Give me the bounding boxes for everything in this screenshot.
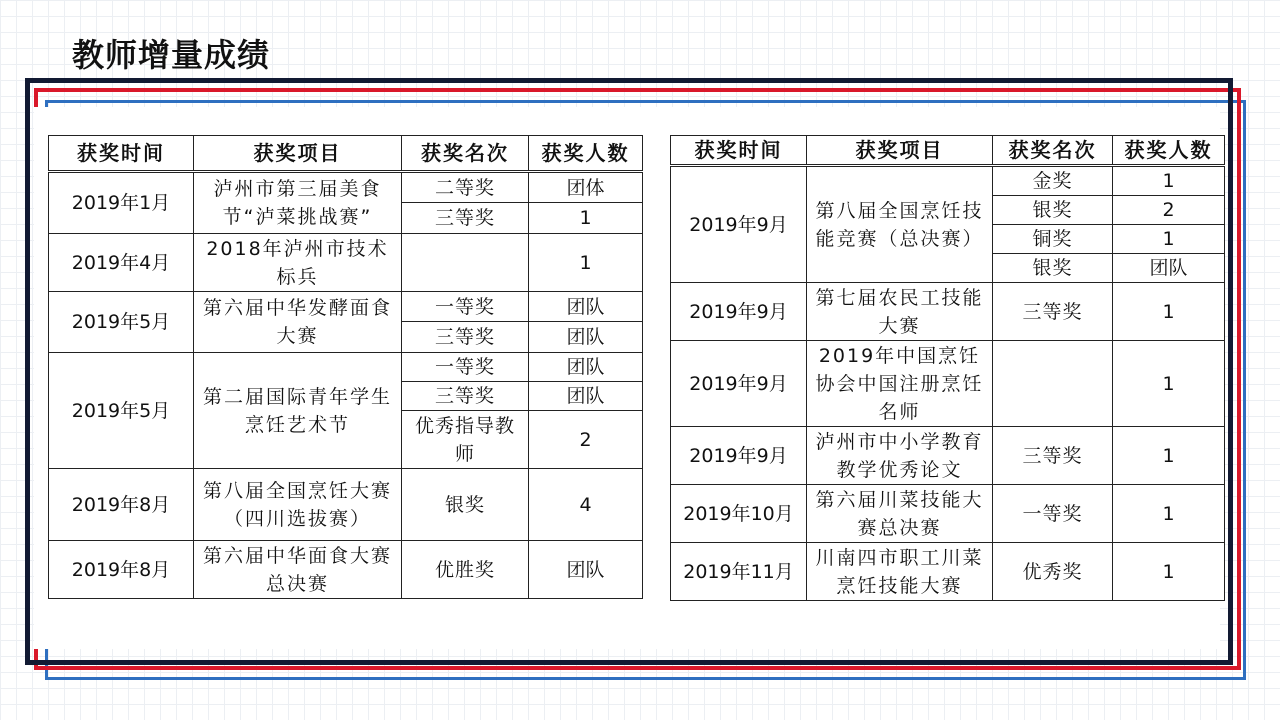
award-project: 第六届中华发酵面食大赛 [194,292,402,353]
award-rank: 铜奖 [993,225,1113,254]
award-rank: 三等奖 [402,203,529,234]
award-time: 2019年8月 [49,469,194,541]
awards-table-left [48,135,643,599]
header-count: 获奖人数 [1113,136,1225,166]
table-row [49,541,643,599]
award-project: 第八届全国烹饪大赛（四川选拔赛） [194,469,402,541]
award-rank [402,234,529,292]
award-rank: 一等奖 [993,485,1113,543]
award-time: 2019年5月 [49,292,194,353]
award-count: 团队 [529,353,643,382]
award-project: 第六届川菜技能大赛总决赛 [807,485,993,543]
award-rank: 优秀奖 [993,543,1113,601]
award-project: 第八届全国烹饪技能竞赛（总决赛） [807,166,993,283]
award-time: 2019年10月 [671,485,807,543]
award-rank: 三等奖 [402,382,529,411]
table-header [671,136,1225,166]
award-rank: 银奖 [993,254,1113,283]
award-count: 团体 [529,172,643,203]
award-rank: 银奖 [402,469,529,541]
award-time: 2019年9月 [671,341,807,427]
table-row [49,469,643,541]
table-row [49,353,643,382]
table-row [671,485,1225,543]
award-count: 团队 [1113,254,1225,283]
award-project: 第二届国际青年学生烹饪艺术节 [194,353,402,469]
header-project: 获奖项目 [807,136,993,166]
table-row [671,427,1225,485]
award-rank [993,341,1113,427]
table-row [671,283,1225,341]
award-rank: 优胜奖 [402,541,529,599]
table-row [49,172,643,203]
award-rank: 三等奖 [993,427,1113,485]
header-time: 获奖时间 [49,136,194,172]
award-count: 1 [1113,283,1225,341]
award-count: 团队 [529,541,643,599]
header-rank: 获奖名次 [993,136,1113,166]
award-count: 1 [1113,427,1225,485]
award-time: 2019年9月 [671,166,807,283]
header-count: 获奖人数 [529,136,643,172]
award-rank: 优秀指导教师 [402,411,529,469]
award-project: 泸州市中小学教育教学优秀论文 [807,427,993,485]
award-count: 1 [1113,485,1225,543]
header-time: 获奖时间 [671,136,807,166]
award-project: 泸州市第三届美食节“泸菜挑战赛” [194,172,402,234]
award-rank: 一等奖 [402,353,529,382]
award-count: 团队 [529,322,643,353]
award-rank: 银奖 [993,196,1113,225]
award-time: 2019年9月 [671,427,807,485]
award-time: 2019年11月 [671,543,807,601]
award-count: 4 [529,469,643,541]
award-count: 1 [1113,166,1225,196]
award-project: 2018年泸州市技术标兵 [194,234,402,292]
award-project: 2019年中国烹饪协会中国注册烹饪名师 [807,341,993,427]
award-time: 2019年5月 [49,353,194,469]
table-row [671,341,1225,427]
award-rank: 一等奖 [402,292,529,322]
award-count: 1 [1113,225,1225,254]
award-count: 1 [1113,341,1225,427]
award-count: 团队 [529,292,643,322]
award-project: 第七届农民工技能大赛 [807,283,993,341]
award-rank: 三等奖 [402,322,529,353]
header-project: 获奖项目 [194,136,402,172]
award-count: 团队 [529,382,643,411]
award-time: 2019年9月 [671,283,807,341]
award-count: 1 [529,234,643,292]
header-rank: 获奖名次 [402,136,529,172]
table-row [671,166,1225,196]
table-row [671,543,1225,601]
table-row [49,234,643,292]
award-rank: 三等奖 [993,283,1113,341]
award-time: 2019年4月 [49,234,194,292]
award-rank: 二等奖 [402,172,529,203]
table-row [49,292,643,322]
award-project: 第六届中华面食大赛总决赛 [194,541,402,599]
award-count: 2 [529,411,643,469]
award-time: 2019年8月 [49,541,194,599]
page-title: 教师增量成绩 [72,36,271,74]
award-count: 2 [1113,196,1225,225]
award-count: 1 [529,203,643,234]
award-rank: 金奖 [993,166,1113,196]
table-header [49,136,643,172]
award-project: 川南四市职工川菜烹饪技能大赛 [807,543,993,601]
awards-table-right [670,135,1225,601]
award-count: 1 [1113,543,1225,601]
award-time: 2019年1月 [49,172,194,234]
